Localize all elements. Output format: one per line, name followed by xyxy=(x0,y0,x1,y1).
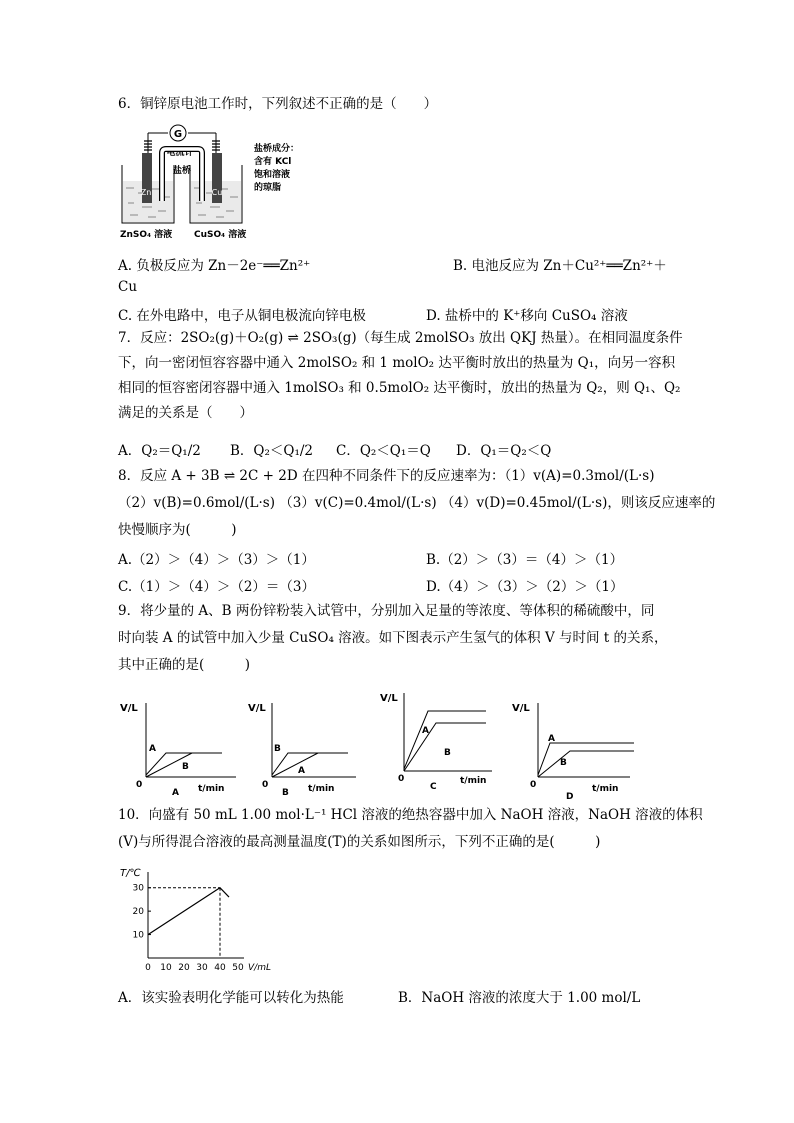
curve-b-label: B xyxy=(182,762,189,772)
q7-option-c: C．Q₂＜Q₁＝Q xyxy=(336,443,431,459)
q9-line1: 9．将少量的 A、B 两份锌粉装入试管中，分别加入足量的等浓度、等体积的稀硫酸中，同 xyxy=(118,603,655,619)
q7-option-b: B．Q₂＜Q₁/2 xyxy=(230,443,314,459)
ylabel: V/L xyxy=(512,703,530,714)
temperature-series-line xyxy=(148,888,229,935)
q8-option-a: A.（2）＞（4）＞（3）＞（1） xyxy=(118,552,315,568)
q8-line1: 8．反应 A + 3B ⇌ 2C + 2D 在四种不同条件下的反应速率为：（1）v(A)=0.3mol/(L·s) xyxy=(118,468,655,484)
x-tick-label: 50 xyxy=(232,963,244,973)
bridge-note-line1: 含有 KCl xyxy=(254,157,292,167)
ylabel: V/L xyxy=(248,703,266,714)
bridge-note-line2: 饱和溶液 xyxy=(254,170,291,180)
galvanic-cell-diagram xyxy=(118,123,318,245)
q8-line2: （2）v(B)=0.6mol/(L·s) （3）v(C)=0.4mol/(L·s) （4）v(D)=0.45mol/(L·s)，则该反应速率的 xyxy=(118,495,716,511)
curve-b-label: B xyxy=(560,758,567,768)
x-tick-label: 0 xyxy=(145,963,151,973)
q9-graph-a xyxy=(118,695,246,798)
q7-option-d: D．Q₁＝Q₂＜Q xyxy=(456,443,552,459)
q10-line2: (V)与所得混合溶液的最高测量温度(T)的关系如图所示，下列不正确的是( ) xyxy=(118,834,601,850)
x-tick-label: 40 xyxy=(214,963,226,973)
x-tick-label: 30 xyxy=(196,963,208,973)
graph-letter: D xyxy=(566,792,574,802)
q9-line3: 其中正确的是( ) xyxy=(118,657,251,673)
graph-letter: A xyxy=(172,788,179,798)
q10-option-b: B．NaOH 溶液的浓度大于 1.00 mol/L xyxy=(398,990,641,1006)
q10-option-a: A．该实验表明化学能可以转化为热能 xyxy=(118,990,344,1006)
right-solution-label: CuSO₄ 溶液 xyxy=(194,230,247,240)
bridge-note-title: 盐桥成分： xyxy=(254,144,300,154)
cu-label: Cu xyxy=(211,188,223,197)
q7-line4: 满足的关系是（ ） xyxy=(118,405,253,421)
origin: 0 xyxy=(262,780,269,790)
q7-option-a: A．Q₂＝Q₁/2 xyxy=(118,443,201,459)
xlabel: t/min xyxy=(460,776,487,786)
curve-b xyxy=(404,723,486,771)
q10-line1: 10．向盛有 50 mL 1.00 mol·L⁻¹ HCl 溶液的绝热容器中加入 NaOH 溶液，NaOH 溶液的体积 xyxy=(118,807,703,823)
q6-option-a: A. 负极反应为 Zn－2e⁻══Zn²⁺ xyxy=(118,258,311,274)
q6-stem: 6．铜锌原电池工作时，下列叙述不正确的是（ ） xyxy=(118,96,438,112)
origin: 0 xyxy=(136,780,143,790)
origin: 0 xyxy=(398,774,405,784)
q6-option-b-cont: Cu xyxy=(118,279,138,295)
curve-b xyxy=(272,753,348,775)
ylabel: V/L xyxy=(120,703,138,714)
q8-option-c: C.（1）＞（4）＞（2）＝（3） xyxy=(118,579,315,595)
curve-a xyxy=(538,743,634,775)
curve-b-label: B xyxy=(444,748,451,758)
bridge-label: 盐桥 xyxy=(172,166,192,176)
y-tick-label: 10 xyxy=(132,930,144,941)
q7-line3: 相同的恒容密闭容器中通入 1molSO₃ 和 0.5molO₂ 达平衡时，放出的热量为 Q₂，则 Q₁、Q₂ xyxy=(118,380,681,396)
bridge-note-line3: 的琼脂 xyxy=(254,183,282,193)
q9-graph-b xyxy=(246,695,364,798)
chart-ylabel: T/℃ xyxy=(120,868,141,879)
curve-a xyxy=(404,711,486,769)
y-tick-label: 20 xyxy=(132,907,144,918)
q6-option-d: D. 盐桥中的 K⁺移向 CuSO₄ 溶液 xyxy=(426,308,628,324)
q7-line1: 7．反应：2SO₂(g)＋O₂(g) ⇌ 2SO₃(g)（每生成 2molSO₃ 放出 QKJ 热量）。在相同温度条件 xyxy=(118,330,683,346)
x-tick-label: 10 xyxy=(160,963,172,973)
xlabel: t/min xyxy=(592,784,619,794)
ylabel: V/L xyxy=(380,693,398,704)
q9-line2: 时向装 A 的试管中加入少量 CuSO₄ 溶液。如下图表示产生氢气的体积 V 与时间 t 的关系， xyxy=(118,630,668,646)
xlabel: t/min xyxy=(308,784,335,794)
q8-line3: 快慢顺序为( ) xyxy=(118,522,237,538)
q6-option-c: C. 在外电路中，电子从铜电极流向锌电极 xyxy=(118,308,366,324)
curve-b xyxy=(538,751,634,777)
x-axis-label: V/mL xyxy=(248,963,271,973)
curve-b-label: B xyxy=(274,744,281,754)
left-solution-label: ZnSO₄ 溶液 xyxy=(120,230,173,240)
origin: 0 xyxy=(530,780,537,790)
zn-label: Zn xyxy=(140,188,152,197)
q9-graph-c xyxy=(378,685,506,797)
meter-symbol: G xyxy=(173,129,183,140)
q7-line2: 下，向一密闭恒容容器中通入 2molSO₂ 和 1 molO₂ 达平衡时放出的热量为 Q₁，向另一容积 xyxy=(118,355,676,371)
xlabel: t/min xyxy=(198,784,225,794)
graph-letter: B xyxy=(282,788,289,798)
graph-letter: C xyxy=(430,782,437,792)
meter-label: 电流计 xyxy=(166,148,194,158)
curve-a-label: A xyxy=(149,744,156,754)
q8-option-b: B.（2）＞（3）＝（4）＞（1） xyxy=(426,552,624,568)
y-tick-label: 30 xyxy=(132,883,144,894)
q8-option-d: D.（4）＞（3）＞（2）＞（1） xyxy=(426,579,624,595)
q9-graph-d xyxy=(510,695,640,801)
curve-a-label: A xyxy=(298,766,305,776)
curve-a-label: A xyxy=(548,734,555,744)
q10-temperature-chart xyxy=(116,862,271,974)
x-tick-label: 20 xyxy=(178,963,190,973)
q6-option-b: B. 电池反应为 Zn＋Cu²⁺══Zn²⁺＋ xyxy=(453,258,667,274)
curve-a-label: A xyxy=(422,726,429,736)
